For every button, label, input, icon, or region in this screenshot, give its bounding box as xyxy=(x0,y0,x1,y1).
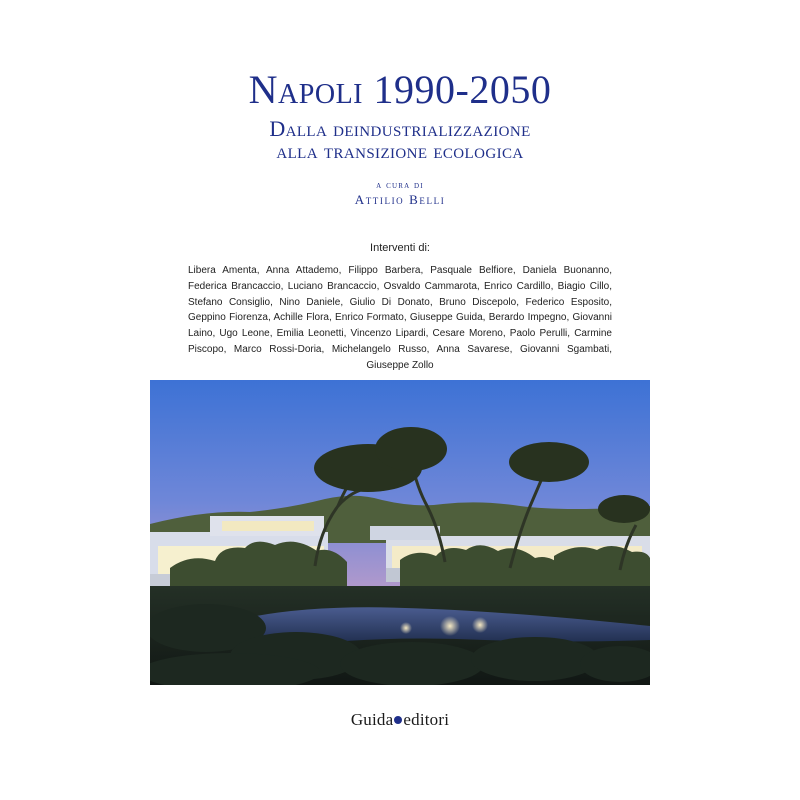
cover-photo xyxy=(150,380,650,685)
book-subtitle xyxy=(150,118,650,162)
publisher-name-left: Guida xyxy=(350,710,394,729)
contributors-heading: Interventi di: xyxy=(370,242,430,254)
book-subtitle-line-1: Dalla deindustrializzazione xyxy=(269,116,531,141)
publisher-mark-icon xyxy=(394,716,402,724)
publisher-logo xyxy=(150,710,650,734)
book-subtitle-line-2: alla transizione ecologica xyxy=(276,138,524,163)
book-title: Napoli 1990-2050 xyxy=(248,67,552,112)
building-dusk-photo-icon xyxy=(150,380,650,685)
book-cover xyxy=(150,52,650,742)
editor-name: Attilio Belli xyxy=(354,192,446,207)
editor-prefix: a cura di xyxy=(376,180,424,191)
contributors-list: Libera Amenta, Anna Attademo, Filippo Barbera, Pasquale Belfiore, Daniela Buonanno, Federica Brancaccio, Luciano Brancaccio, Osvaldo Cammarota, Enrico Cardillo, Biagio Cillo, Stefano Consiglio, Nino Daniele, Giulio Di Donato, Bruno Discepolo, Federico Esposito, Geppino Fiorenza, Achille Flora, Enrico Formato, Giuseppe Guida, Berardo Impegno, Giovanni Laino, Ugo Leone, Emilia Leonetti, Vincenzo Lipardi, Cesare Moreno, Paolo Perulli, Carmine Piscopo, Marco Rossi-Doria, Michelangelo Russo, Anna Savarese, Giovanni Sgambati, Giuseppe Zollo xyxy=(188,265,612,371)
publisher-name-right: editori xyxy=(403,710,450,729)
